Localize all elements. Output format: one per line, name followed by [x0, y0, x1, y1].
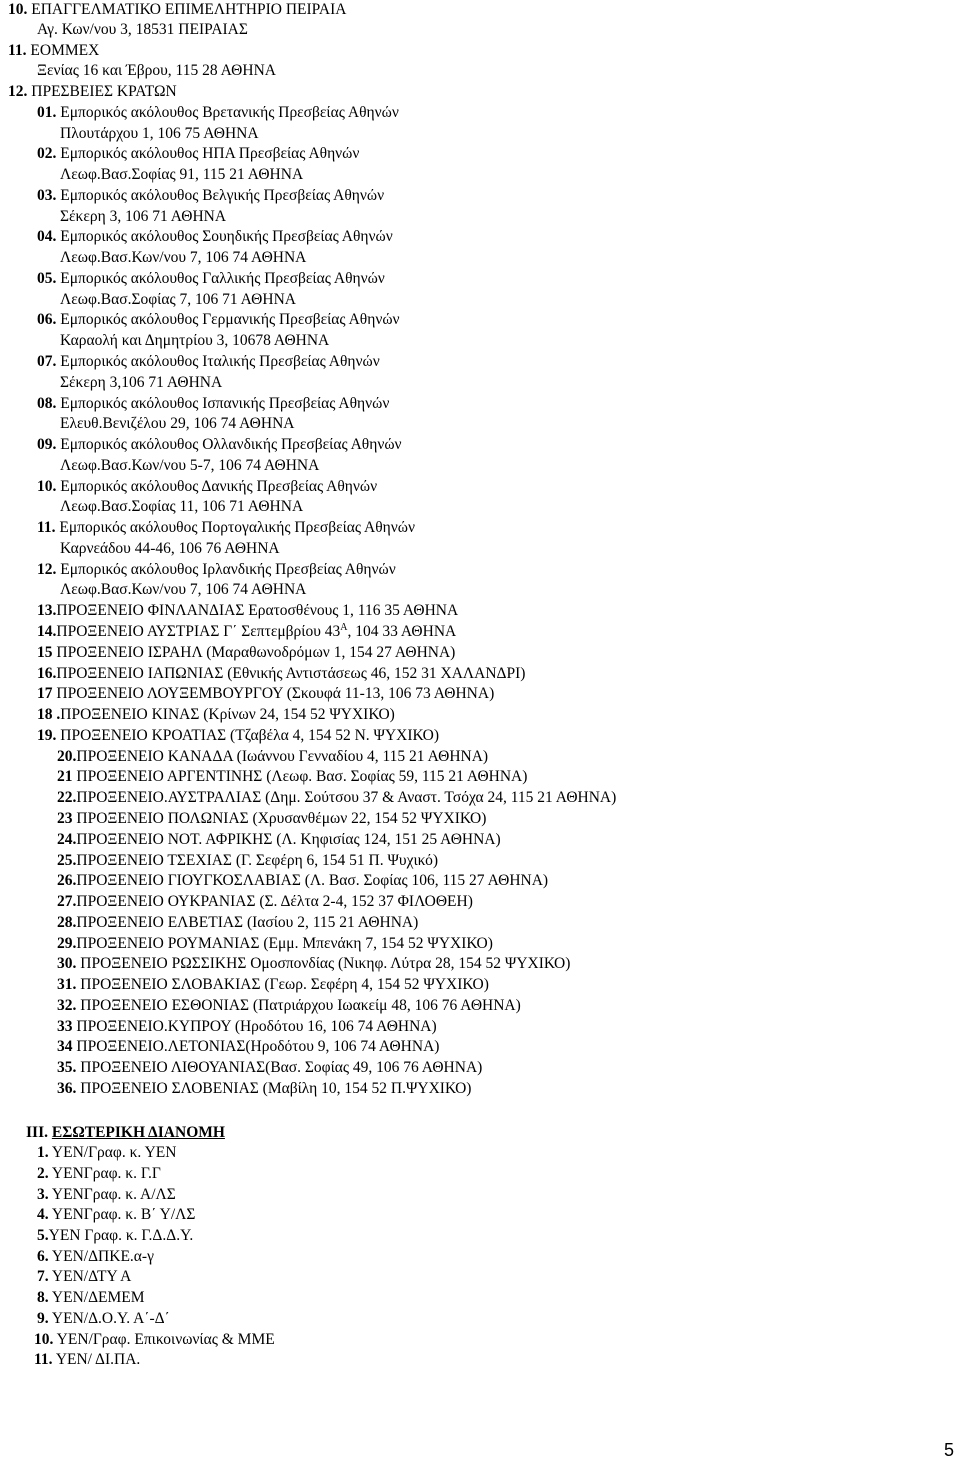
list-item: 32. ΠΡΟΞΕΝΕΙΟ ΕΣΘΟΝΙΑΣ (Πατριάρχου Ιωακείμ 48, 106 76 ΑΘΗΝΑ)	[57, 997, 521, 1014]
list-item: Πλουτάρχου 1, 106 75 ΑΘΗΝΑ	[60, 125, 259, 142]
list-item: Λεωφ.Βασ.Κων/νου 7, 106 74 ΑΘΗΝΑ	[60, 581, 307, 598]
list-item: 18 .ΠΡΟΞΕΝΕΙΟ ΚΙΝΑΣ (Κρίνων 24, 154 52 ΨΥΧΙΚΟ)	[37, 706, 395, 723]
list-item: 19. ΠΡΟΞΕΝΕΙΟ ΚΡΟΑΤΙΑΣ (Τζαβέλα 4, 154 52 Ν. ΨΥΧΙΚΟ)	[37, 727, 439, 744]
list-item: 9. ΥΕΝ/Δ.Ο.Υ. Α΄-Δ΄	[37, 1310, 170, 1327]
list-item: 21 ΠΡΟΞΕΝΕΙΟ ΑΡΓΕΝΤΙΝΗΣ (Λεωφ. Βασ. Σοφίας 59, 115 21 ΑΘΗΝΑ)	[57, 768, 528, 785]
section-heading: ΙΙΙ. ΕΣΩΤΕΡΙΚΗ ΔΙΑΝΟΜΗ	[26, 1124, 225, 1141]
list-item: 5.ΥΕΝ Γραφ. κ. Γ.Δ.Δ.Υ.	[37, 1227, 194, 1244]
list-item: 6. ΥΕΝ/ΔΠΚΕ.α-γ	[37, 1248, 154, 1265]
list-item: 25.ΠΡΟΞΕΝΕΙΟ ΤΣΕΧΙΑΣ (Γ. Σεφέρη 6, 154 51 Π. Ψυχικό)	[57, 852, 439, 869]
list-item: Ελευθ.Βενιζέλου 29, 106 74 ΑΘΗΝΑ	[60, 415, 295, 432]
list-item: 12. Εμπορικός ακόλουθος Ιρλανδικής Πρεσβείας Αθηνών	[37, 561, 396, 578]
list-item: 27.ΠΡΟΞΕΝΕΙΟ ΟΥΚΡΑΝΙΑΣ (Σ. Δέλτα 2-4, 152 37 ΦΙΛΟΘΕΗ)	[57, 893, 473, 910]
list-item: 35. ΠΡΟΞΕΝΕΙΟ ΛΙΘΟΥΑΝΙΑΣ(Βασ. Σοφίας 49, 106 76 ΑΘΗΝΑ)	[57, 1059, 483, 1076]
list-item: 02. Εμπορικός ακόλουθος ΗΠΑ Πρεσβείας Αθηνών	[37, 145, 360, 162]
list-item: Καρνεάδου 44-46, 106 76 ΑΘΗΝΑ	[60, 540, 280, 557]
list-item: 4. ΥΕΝΓραφ. κ. Β΄ Υ/ΛΣ	[37, 1206, 196, 1223]
list-item: 7. ΥΕΝ/ΔΤΥ Α	[37, 1268, 132, 1285]
list-item: 11. ΥΕΝ/ ΔΙ.ΠΑ.	[34, 1351, 141, 1368]
list-item: 10. Εμπορικός ακόλουθος Δανικής Πρεσβείας Αθηνών	[37, 478, 378, 495]
list-item: Αγ. Κων/νου 3, 18531 ΠΕΙΡΑΙΑΣ	[37, 21, 248, 38]
list-item: 10. ΥΕΝ/Γραφ. Επικοινωνίας & ΜΜΕ	[34, 1331, 275, 1348]
list-item: 22.ΠΡΟΞΕΝΕΙΟ.ΑΥΣΤΡΑΛΙΑΣ (Δημ. Σούτσου 37 & Αναστ. Τσόχα 24, 115 21 ΑΘΗΝΑ)	[57, 789, 617, 806]
list-item: 31. ΠΡΟΞΕΝΕΙΟ ΣΛΟΒΑΚΙΑΣ (Γεωρ. Σεφέρη 4, 154 52 ΨΥΧΙΚΟ)	[57, 976, 489, 993]
list-item: 17 ΠΡΟΞΕΝΕΙΟ ΛΟΥΞΕΜΒΟΥΡΓΟΥ (Σκουφά 11-13, 106 73 ΑΘΗΝΑ)	[37, 685, 495, 702]
list-item: 04. Εμπορικός ακόλουθος Σουηδικής Πρεσβείας Αθηνών	[37, 228, 393, 245]
list-item: 20.ΠΡΟΞΕΝΕΙΟ ΚΑΝΑΔΑ (Ιωάννου Γενναδίου 4, 115 21 ΑΘΗΝΑ)	[57, 748, 489, 765]
list-item: 10. ΕΠΑΓΓΕΛΜΑΤΙΚΟ ΕΠΙΜΕΛΗΤΗΡΙΟ ΠΕΙΡΑΙΑ	[8, 1, 347, 18]
list-item: 30. ΠΡΟΞΕΝΕΙΟ ΡΩΣΣΙΚΗΣ Ομοσπονδίας (Νικηφ. Λύτρα 28, 154 52 ΨΥΧΙΚΟ)	[57, 955, 571, 972]
page-number: 5	[943, 1440, 954, 1460]
list-item: 36. ΠΡΟΞΕΝΕΙΟ ΣΛΟΒΕΝΙΑΣ (Μαβίλη 10, 154 52 Π.ΨΥΧΙΚΟ)	[57, 1080, 472, 1097]
list-item: Λεωφ.Βασ.Κων/νου 7, 106 74 ΑΘΗΝΑ	[60, 249, 307, 266]
list-item: 13.ΠΡΟΞΕΝΕΙΟ ΦΙΝΛΑΝΔΙΑΣ Ερατοσθένους 1, 116 35 ΑΘΗΝΑ	[37, 602, 459, 619]
list-item: 11. ΕΟΜΜΕΧ	[8, 42, 100, 59]
list-item: 1. ΥΕΝ/Γραφ. κ. ΥΕΝ	[37, 1144, 177, 1161]
list-item: 24.ΠΡΟΞΕΝΕΙΟ ΝΟΤ. ΑΦΡΙΚΗΣ (Λ. Κηφισίας 124, 151 25 ΑΘΗΝΑ)	[57, 831, 501, 848]
list-item: 01. Εμπορικός ακόλουθος Βρετανικής Πρεσβείας Αθηνών	[37, 104, 399, 121]
list-item: 2. ΥΕΝΓραφ. κ. Γ.Γ	[37, 1165, 161, 1182]
list-item: 05. Εμπορικός ακόλουθος Γαλλικής Πρεσβείας Αθηνών	[37, 270, 385, 287]
list-item: 11. Εμπορικός ακόλουθος Πορτογαλικής Πρεσβείας Αθηνών	[37, 519, 415, 536]
list-item: Καραολή και Δημητρίου 3, 10678 ΑΘΗΝΑ	[60, 332, 330, 349]
list-item: 16.ΠΡΟΞΕΝΕΙΟ ΙΑΠΩΝΙΑΣ (Εθνικής Αντιστάσεως 46, 152 31 ΧΑΛΑΝΔΡΙ)	[37, 665, 526, 682]
list-item: 06. Εμπορικός ακόλουθος Γερμανικής Πρεσβείας Αθηνών	[37, 311, 400, 328]
list-item: Λεωφ.Βασ.Κων/νου 5-7, 106 74 ΑΘΗΝΑ	[60, 457, 320, 474]
list-item: 29.ΠΡΟΞΕΝΕΙΟ ΡΟΥΜΑΝΙΑΣ (Εμμ. Μπενάκη 7, 154 52 ΨΥΧΙΚΟ)	[57, 935, 493, 952]
list-item: 23 ΠΡΟΞΕΝΕΙΟ ΠΟΛΩΝΙΑΣ (Χρυσανθέμων 22, 154 52 ΨΥΧΙΚΟ)	[57, 810, 487, 827]
list-item: 15 ΠΡΟΞΕΝΕΙΟ ΙΣΡΑΗΛ (Μαραθωνοδρόμων 1, 154 27 ΑΘΗΝΑ)	[37, 644, 456, 661]
list-item: 8. ΥΕΝ/ΔΕΜΕΜ	[37, 1289, 145, 1306]
list-item: 34 ΠΡΟΞΕΝΕΙΟ.ΛΕΤΟΝΙΑΣ(Ηροδότου 9, 106 74 ΑΘΗΝΑ)	[57, 1038, 440, 1055]
list-item: Λεωφ.Βασ.Σοφίας 7, 106 71 ΑΘΗΝΑ	[60, 291, 296, 308]
list-item: Σέκερη 3, 106 71 ΑΘΗΝΑ	[60, 208, 227, 225]
list-item: Ξενίας 16 και Έβρου, 115 28 ΑΘΗΝΑ	[37, 62, 276, 79]
list-item: 28.ΠΡΟΞΕΝΕΙΟ ΕΛΒΕΤΙΑΣ (Ιασίου 2, 115 21 ΑΘΗΝΑ)	[57, 914, 419, 931]
list-item: 08. Εμπορικός ακόλουθος Ισπανικής Πρεσβείας Αθηνών	[37, 395, 390, 412]
list-item: 09. Εμπορικός ακόλουθος Ολλανδικής Πρεσβείας Αθηνών	[37, 436, 402, 453]
list-item: 07. Εμπορικός ακόλουθος Ιταλικής Πρεσβείας Αθηνών	[37, 353, 380, 370]
list-item: 33 ΠΡΟΞΕΝΕΙΟ.ΚΥΠΡΟΥ (Ηροδότου 16, 106 74 ΑΘΗΝΑ)	[57, 1018, 437, 1035]
list-item: 03. Εμπορικός ακόλουθος Βελγικής Πρεσβείας Αθηνών	[37, 187, 385, 204]
list-item: 3. ΥΕΝΓραφ. κ. Α/ΛΣ	[37, 1186, 176, 1203]
list-item: 14.ΠΡΟΞΕΝΕΙΟ ΑΥΣΤΡΙΑΣ Γ΄ Σεπτεμβρίου $43^A$, 104 33 ΑΘΗΝΑ	[37, 621, 457, 640]
list-item: 12. ΠΡΕΣΒΕΙΕΣ ΚΡΑΤΩΝ	[8, 83, 177, 100]
list-item: 26.ΠΡΟΞΕΝΕΙΟ ΓΙΟΥΓΚΟΣΛΑΒΙΑΣ (Λ. Βασ. Σοφίας 106, 115 27 ΑΘΗΝΑ)	[57, 872, 549, 889]
list-item: Σέκερη 3,106 71 ΑΘΗΝΑ	[60, 374, 223, 391]
list-item: Λεωφ.Βασ.Σοφίας 91, 115 21 ΑΘΗΝΑ	[60, 166, 304, 183]
list-item: Λεωφ.Βασ.Σοφίας 11, 106 71 ΑΘΗΝΑ	[60, 498, 304, 515]
